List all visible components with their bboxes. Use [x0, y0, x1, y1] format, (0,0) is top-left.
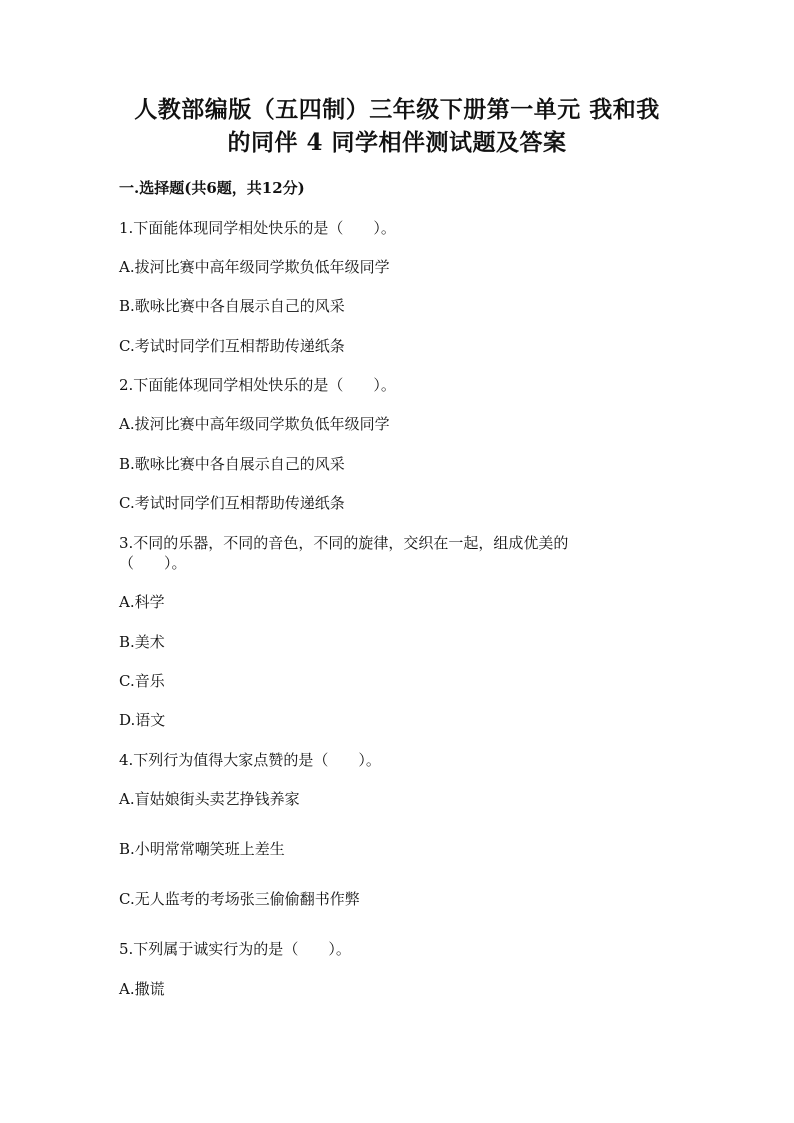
question-3-option-a: A.科学 — [119, 593, 165, 611]
question-3-option-b: B.美术 — [119, 633, 165, 651]
question-1-option-a: A.拔河比赛中高年级同学欺负低年级同学 — [119, 258, 390, 276]
question-3-stem-continuation: （ ）。 — [119, 554, 187, 572]
question-2-option-a: A.拔河比赛中高年级同学欺负低年级同学 — [119, 415, 390, 433]
question-3-option-d: D.语文 — [119, 711, 166, 729]
question-3-option-c: C.音乐 — [119, 672, 165, 690]
question-4-option-c: C.无人监考的考场张三偷偷翻书作弊 — [119, 890, 360, 908]
document-title-line-2: 的同伴 4 同学相伴测试题及答案 — [227, 129, 567, 156]
question-1-option-c: C.考试时同学们互相帮助传递纸条 — [119, 337, 345, 355]
question-3-stem: 3.不同的乐器，不同的音色，不同的旋律，交织在一起，组成优美的 — [119, 534, 569, 552]
section-heading: 一.选择题(共6题，共12分) — [119, 179, 305, 197]
question-4-option-b: B.小明常常嘲笑班上差生 — [119, 840, 285, 858]
question-1-stem: 1.下面能体现同学相处快乐的是（ ）。 — [119, 219, 396, 237]
document-title-line-1: 人教部编版（五四制）三年级下册第一单元 我和我 — [134, 96, 660, 123]
question-2-option-b: B.歌咏比赛中各自展示自己的风采 — [119, 455, 345, 473]
question-5-option-a: A.撒谎 — [119, 980, 165, 998]
question-5-stem: 5.下列属于诚实行为的是（ ）。 — [119, 940, 351, 958]
question-2-stem: 2.下面能体现同学相处快乐的是（ ）。 — [119, 376, 396, 394]
question-4-stem: 4.下列行为值得大家点赞的是（ ）。 — [119, 751, 381, 769]
question-4-option-a: A.盲姑娘街头卖艺挣钱养家 — [119, 790, 300, 808]
question-2-option-c: C.考试时同学们互相帮助传递纸条 — [119, 494, 345, 512]
question-1-option-b: B.歌咏比赛中各自展示自己的风采 — [119, 297, 345, 315]
